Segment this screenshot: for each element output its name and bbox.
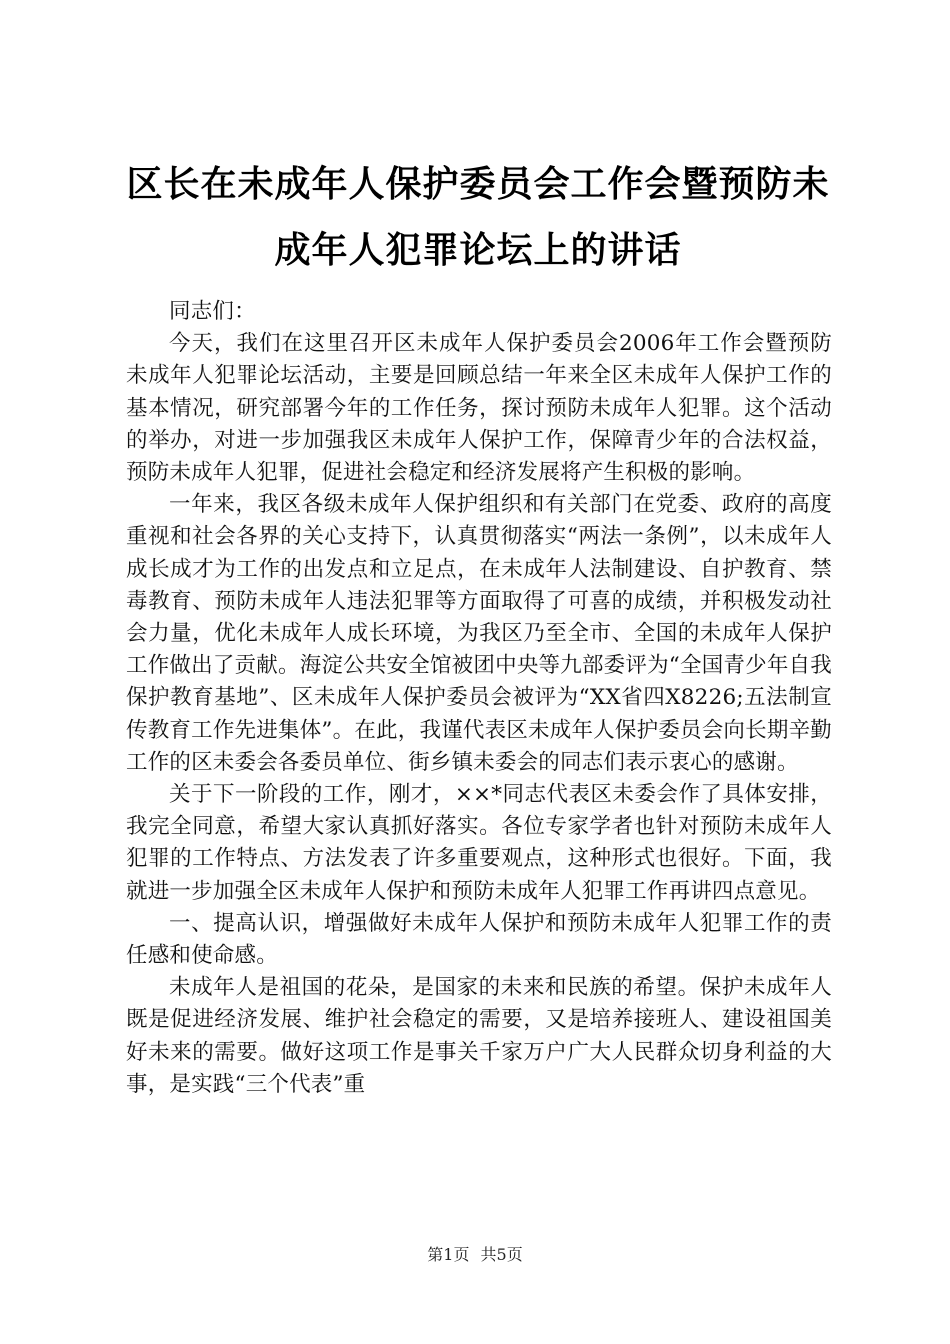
body-paragraph: 今天，我们在这里召开区未成年人保护委员会2006年工作会暨预防未成年人犯罪论坛活动，主要是回顾总结一年来全区未成年人保护工作的基本情况，研究部署今年的工作任务，探讨预防未成年人犯罪。这个活动的举办，对进一步加强我区未成年人保护工作，保障青少年的合法权益，预防未成年人犯罪，促进社会稳定和经济发展将产生积极的影响。: [126, 331, 832, 486]
document-body: [126, 296, 832, 1101]
page-total: 共5页: [480, 1245, 523, 1264]
salutation-paragraph: 同志们：: [169, 299, 256, 324]
page-footer: [0, 1242, 950, 1265]
page-number: 第1页: [427, 1245, 470, 1264]
body-paragraph: 关于下一阶段的工作，刚才，××*同志代表区未委会作了具体安排，我完全同意，希望大家认真抓好落实。各位专家学者也针对预防未成年人犯罪的工作特点、方法发表了许多重要观点，这种形式也很好。下面，我就进一步加强全区未成年人保护和预防未成年人犯罪工作再讲四点意见。: [126, 782, 832, 904]
body-paragraph: 未成年人是祖国的花朵，是国家的未来和民族的希望。保护未成年人既是促进经济发展、维护社会稳定的需要，又是培养接班人、建设祖国美好未来的需要。做好这项工作是事关千家万户广大人民群众切身利益的大事，是实践“三个代表”重: [126, 975, 832, 1097]
section-heading-paragraph: 一、提高认识，增强做好未成年人保护和预防未成年人犯罪工作的责任感和使命感。: [126, 910, 832, 969]
body-paragraph: 一年来，我区各级未成年人保护组织和有关部门在党委、政府的高度重视和社会各界的关心支持下，认真贯彻落实“两法一条例”，以未成年人成长成才为工作的出发点和立足点，在未成年人法制建设、自护教育、禁毒教育、预防未成年人违法犯罪等方面取得了可喜的成绩，并积极发动社会力量，优化未成年人成长环境，为我区乃至全市、全国的未成年人保护工作做出了贡献。海淀公共安全馆被团中央等九部委评为“全国青少年自我保护教育基地”、区未成年人保护委员会被评为“XX省四X8226;五法制宣传教育工作先进集体”。在此，我谨代表区未成年人保护委员会向长期辛勤工作的区未委会各委员单位、街乡镇未委会的同志们表示衷心的感谢。: [126, 492, 832, 775]
document-title: 区长在未成年人保护委员会工作会暨预防未成年人犯罪论坛上的讲话: [126, 164, 830, 271]
